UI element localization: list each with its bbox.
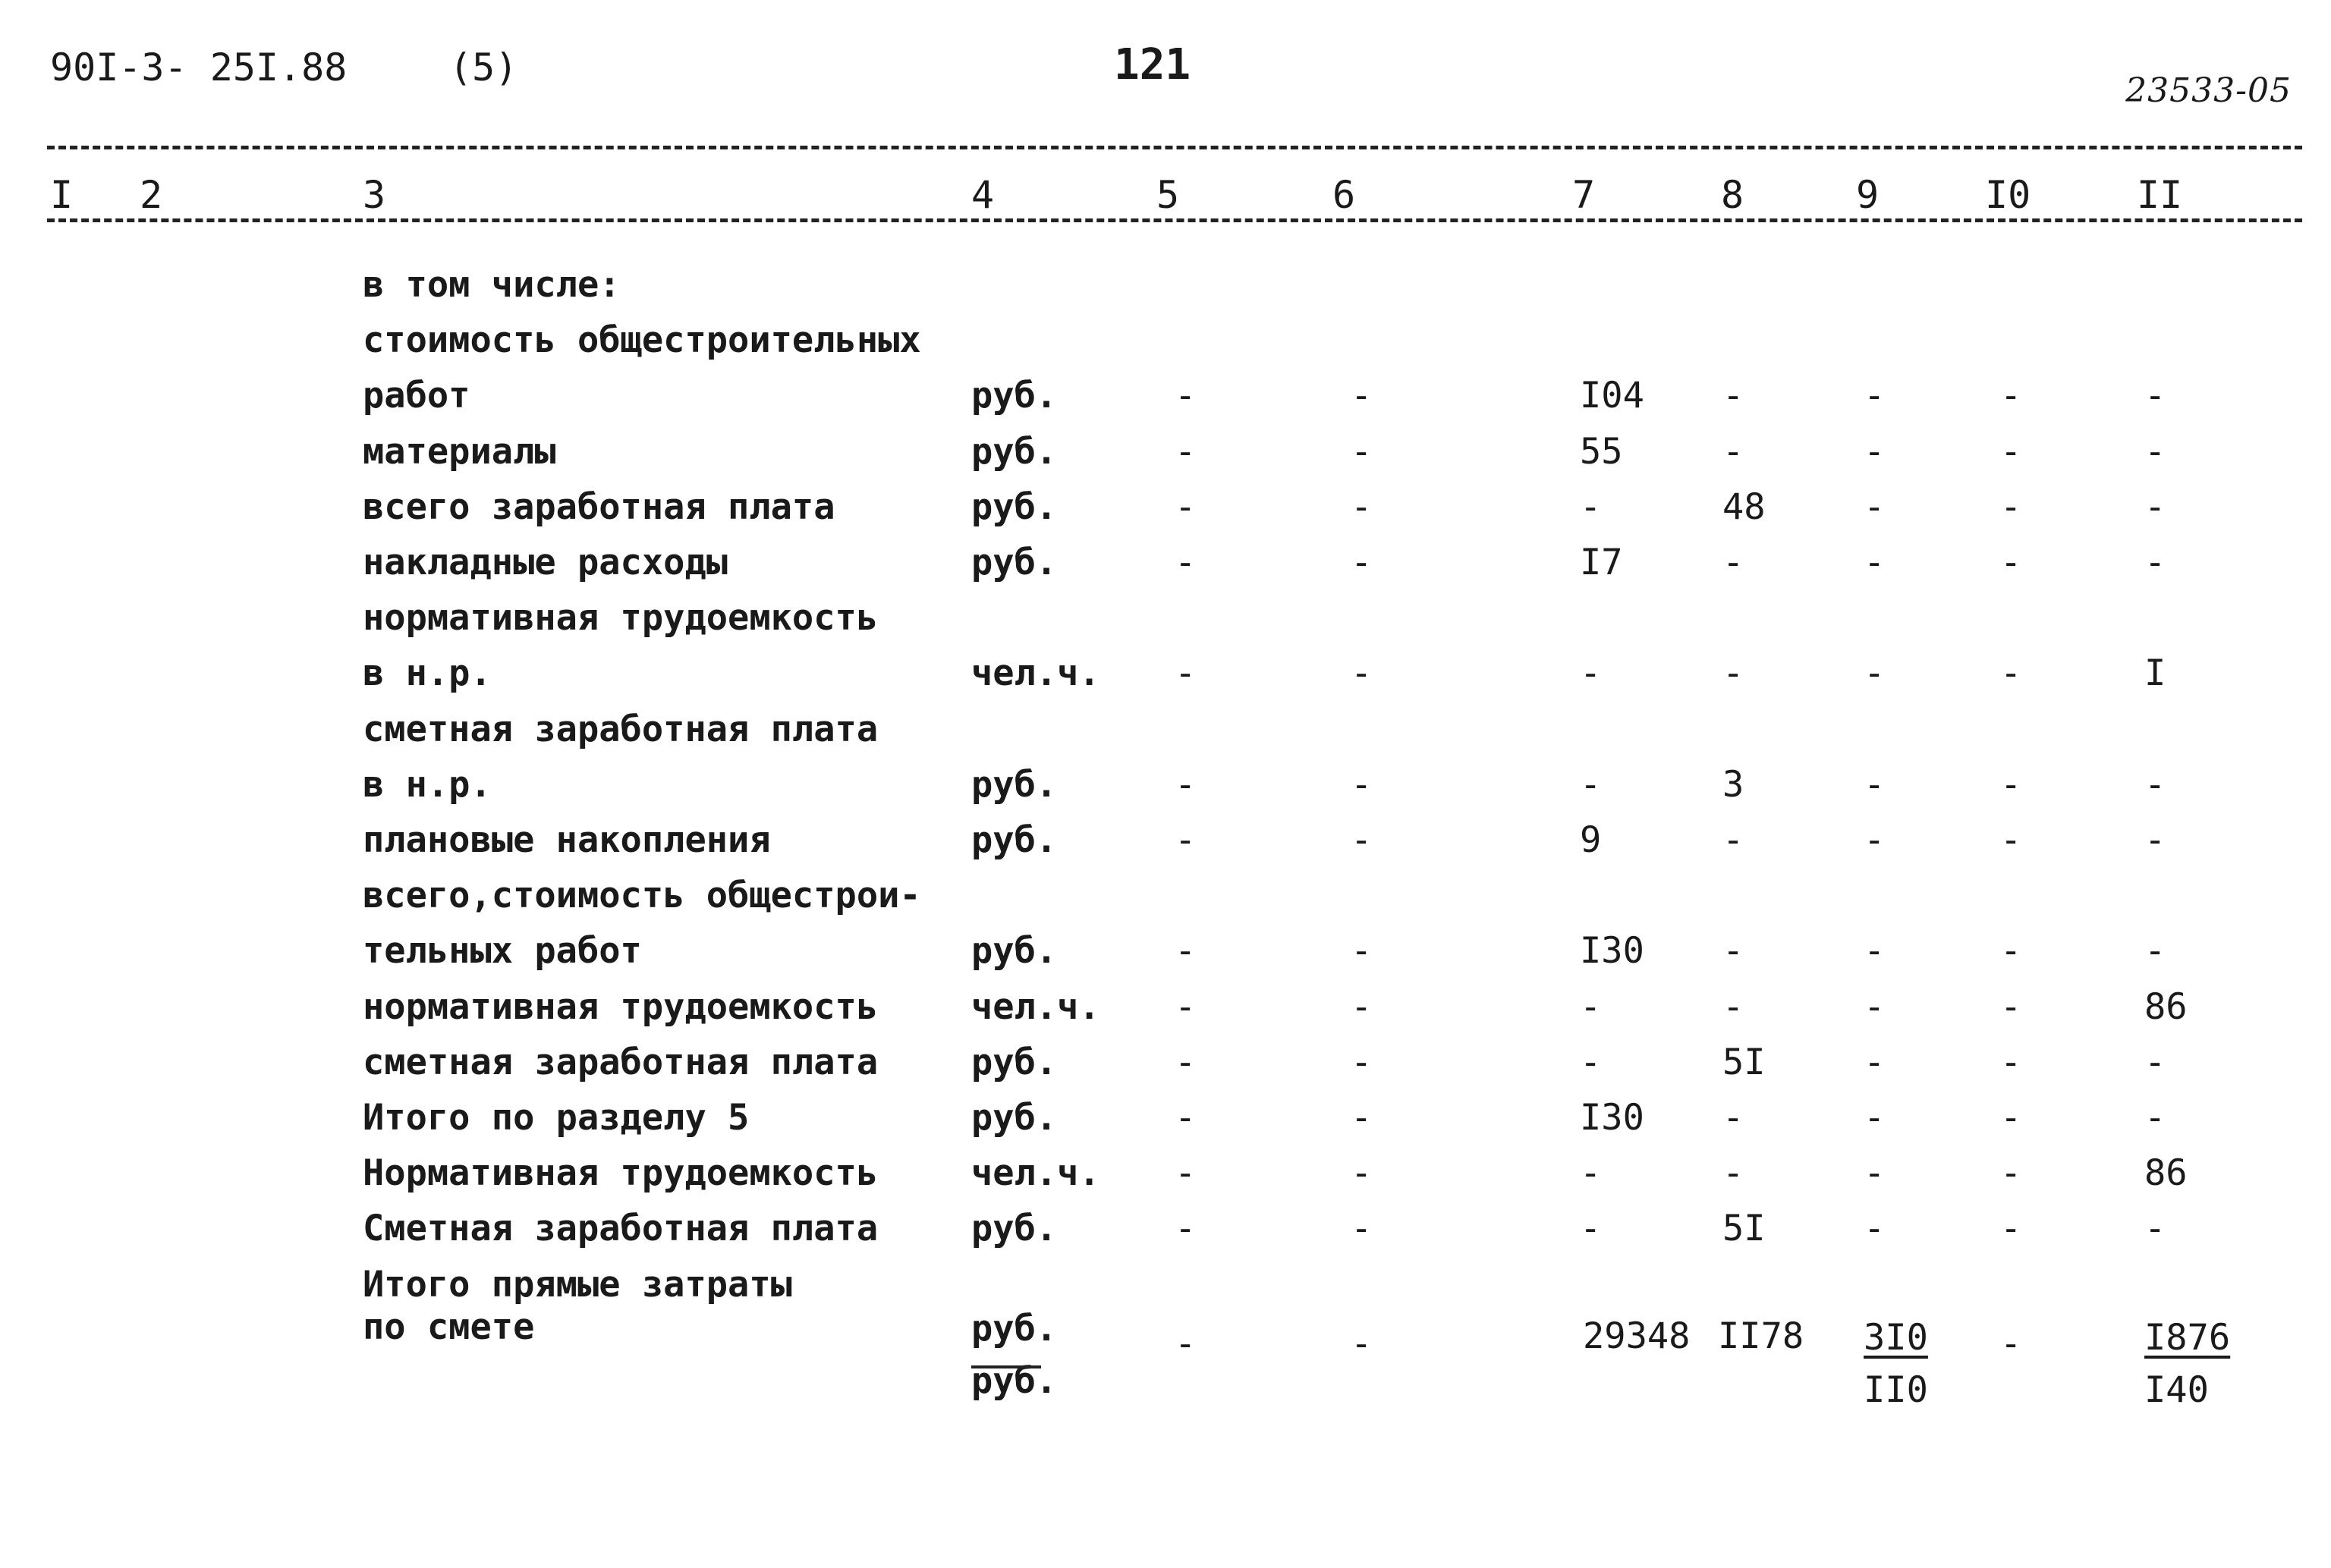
table-cell-unit: руб. bbox=[971, 819, 1058, 861]
table-cell-c5: - bbox=[1175, 542, 1197, 583]
table-cell-c9: - bbox=[1864, 375, 1886, 416]
table-cell-c9: - bbox=[1864, 986, 1886, 1028]
table-cell-c5: - bbox=[1175, 930, 1197, 972]
table-cell-unit: руб. bbox=[971, 486, 1058, 528]
table-cell-c5: - bbox=[1175, 764, 1197, 806]
table-row bbox=[0, 818, 2331, 863]
table-cell-unit: руб. bbox=[971, 431, 1058, 473]
table-cell-c11: - bbox=[2144, 375, 2166, 416]
table-cell-c8: 3 bbox=[1722, 764, 1744, 806]
table-cell-c9: - bbox=[1864, 486, 1886, 528]
final-row-col7: 29348 bbox=[1583, 1315, 1691, 1357]
table-cell-label: нормативная трудоемкость bbox=[363, 597, 879, 639]
column-number-6: 6 bbox=[1332, 173, 1356, 217]
table-cell-c9: - bbox=[1864, 764, 1886, 806]
final-row-col11-denominator: I40 bbox=[2144, 1369, 2209, 1411]
table-cell-label: Нормативная трудоемкость bbox=[363, 1152, 879, 1194]
table-cell-c6: - bbox=[1351, 1208, 1373, 1249]
table-cell-c6: - bbox=[1351, 1097, 1373, 1139]
page-number: 121 bbox=[1114, 40, 1191, 90]
table-cell-c5: - bbox=[1175, 986, 1197, 1028]
table-cell-label: всего заработная плата bbox=[363, 486, 835, 528]
table-row bbox=[0, 762, 2331, 808]
table-cell-c8: - bbox=[1722, 431, 1744, 473]
table-cell-unit: руб. bbox=[971, 1097, 1058, 1139]
table-cell-label: Итого по разделу 5 bbox=[363, 1097, 750, 1139]
column-number-9: 9 bbox=[1856, 173, 1880, 217]
table-cell-c10: - bbox=[2000, 986, 2022, 1028]
table-row bbox=[0, 429, 2331, 475]
table-cell-c8: 5I bbox=[1722, 1208, 1766, 1249]
column-number-8: 8 bbox=[1721, 173, 1744, 217]
table-cell-c11: - bbox=[2144, 930, 2166, 972]
table-cell-c11: - bbox=[2144, 542, 2166, 583]
column-number-10: I0 bbox=[1985, 173, 2031, 217]
table-cell-c5: - bbox=[1175, 819, 1197, 861]
final-row-unit bbox=[971, 1308, 1058, 1402]
table-cell-c11: 86 bbox=[2144, 1152, 2188, 1194]
table-cell-c5: - bbox=[1175, 375, 1197, 416]
table-cell-c7: - bbox=[1580, 652, 1602, 694]
table-cell-c7: I30 bbox=[1580, 930, 1644, 972]
table-cell-c10: - bbox=[2000, 1097, 2022, 1139]
table-cell-c7: I7 bbox=[1580, 542, 1623, 583]
final-row-unit-numerator: руб. bbox=[971, 1308, 1058, 1350]
table-cell-c9: - bbox=[1864, 431, 1886, 473]
table-cell-label: накладные расходы bbox=[363, 542, 728, 583]
table-cell-c5: - bbox=[1175, 486, 1197, 528]
column-number-4: 4 bbox=[971, 173, 995, 217]
table-cell-c8: - bbox=[1722, 652, 1744, 694]
table-cell-label: всего,стоимость общестрои- bbox=[363, 875, 921, 916]
table-row bbox=[0, 595, 2331, 641]
table-row bbox=[0, 373, 2331, 419]
table-cell-c8: 5I bbox=[1722, 1042, 1766, 1083]
table-row bbox=[0, 262, 2331, 308]
final-row-col11-fraction bbox=[2144, 1317, 2231, 1411]
table-cell-c10: - bbox=[2000, 375, 2022, 416]
table-cell-c8: - bbox=[1722, 375, 1744, 416]
table-cell-c11: - bbox=[2144, 1042, 2166, 1083]
table-cell-label: в н.р. bbox=[363, 652, 492, 694]
table-cell-c9: - bbox=[1864, 930, 1886, 972]
column-number-3: 3 bbox=[363, 173, 386, 217]
final-row-col10: - bbox=[2000, 1323, 2022, 1365]
table-cell-c10: - bbox=[2000, 542, 2022, 583]
table-cell-c11: - bbox=[2144, 764, 2166, 806]
table-cell-c9: - bbox=[1864, 819, 1886, 861]
table-cell-c10: - bbox=[2000, 652, 2022, 694]
column-number-5: 5 bbox=[1156, 173, 1180, 217]
table-cell-unit: руб. bbox=[971, 764, 1058, 806]
table-row bbox=[0, 707, 2331, 753]
table-row bbox=[0, 651, 2331, 696]
final-row-col8: II78 bbox=[1718, 1315, 1804, 1357]
table-cell-c6: - bbox=[1351, 431, 1373, 473]
table-cell-c8: - bbox=[1722, 986, 1744, 1028]
table-cell-c10: - bbox=[2000, 431, 2022, 473]
table-cell-c9: - bbox=[1864, 1152, 1886, 1194]
table-row bbox=[0, 1151, 2331, 1196]
table-cell-c8: - bbox=[1722, 930, 1744, 972]
table-cell-label: Итого прямые затраты bbox=[363, 1264, 792, 1306]
top-dashed-rule bbox=[47, 146, 2302, 149]
table-cell-c6: - bbox=[1351, 375, 1373, 416]
column-number-11: II bbox=[2137, 173, 2183, 217]
table-row bbox=[0, 1095, 2331, 1141]
table-cell-unit: руб. bbox=[971, 930, 1058, 972]
table-cell-c9: - bbox=[1864, 542, 1886, 583]
table-cell-c7: - bbox=[1580, 486, 1602, 528]
table-cell-c5: - bbox=[1175, 1152, 1197, 1194]
final-row-col6: - bbox=[1351, 1323, 1373, 1365]
table-cell-label: Сметная заработная плата bbox=[363, 1208, 879, 1249]
table-cell-unit: руб. bbox=[971, 1042, 1058, 1083]
table-cell-unit: руб. bbox=[971, 542, 1058, 583]
table-cell-c10: - bbox=[2000, 930, 2022, 972]
column-header-dashed-rule bbox=[47, 218, 2302, 222]
table-row bbox=[0, 318, 2331, 363]
table-cell-c10: - bbox=[2000, 819, 2022, 861]
table-cell-c6: - bbox=[1351, 542, 1373, 583]
table-cell-c7: 9 bbox=[1580, 819, 1602, 861]
final-row-col11-numerator: I876 bbox=[2144, 1317, 2231, 1359]
table-cell-label: работ bbox=[363, 375, 470, 416]
final-row-unit-denominator: руб. bbox=[971, 1360, 1058, 1402]
column-number-7: 7 bbox=[1572, 173, 1596, 217]
table-cell-c5: - bbox=[1175, 1042, 1197, 1083]
document-code: 90I-3- 25I.88 bbox=[50, 46, 348, 90]
table-row bbox=[0, 485, 2331, 530]
table-cell-c7: I04 bbox=[1580, 375, 1644, 416]
table-cell-c11: - bbox=[2144, 431, 2166, 473]
table-cell-c11: - bbox=[2144, 1208, 2166, 1249]
table-cell-c8: - bbox=[1722, 819, 1744, 861]
table-cell-unit: чел.ч. bbox=[971, 652, 1100, 694]
table-row bbox=[0, 1040, 2331, 1086]
table-cell-c10: - bbox=[2000, 1208, 2022, 1249]
table-cell-c10: - bbox=[2000, 486, 2022, 528]
table-cell-c11: - bbox=[2144, 819, 2166, 861]
table-cell-c10: - bbox=[2000, 764, 2022, 806]
column-number-1: I bbox=[50, 173, 74, 217]
table-cell-c6: - bbox=[1351, 1042, 1373, 1083]
table-cell-c6: - bbox=[1351, 652, 1373, 694]
table-cell-label: материалы bbox=[363, 431, 556, 473]
table-cell-c7: - bbox=[1580, 1152, 1602, 1194]
table-cell-unit: чел.ч. bbox=[971, 1152, 1100, 1194]
table-cell-c7: - bbox=[1580, 986, 1602, 1028]
table-cell-c11: - bbox=[2144, 486, 2166, 528]
table-cell-c11: I bbox=[2144, 652, 2166, 694]
table-cell-c8: 48 bbox=[1722, 486, 1766, 528]
table-cell-c7: - bbox=[1580, 1042, 1602, 1083]
final-row-col5: - bbox=[1175, 1323, 1197, 1365]
table-cell-c6: - bbox=[1351, 930, 1373, 972]
table-cell-c5: - bbox=[1175, 652, 1197, 694]
table-cell-c5: - bbox=[1175, 1208, 1197, 1249]
table-cell-label: плановые накопления bbox=[363, 819, 771, 861]
table-cell-c7: - bbox=[1580, 1208, 1602, 1249]
table-cell-c8: - bbox=[1722, 1152, 1744, 1194]
table-cell-c6: - bbox=[1351, 819, 1373, 861]
table-cell-label: в том числе: bbox=[363, 264, 621, 306]
table-cell-c7: - bbox=[1580, 764, 1602, 806]
table-cell-c8: - bbox=[1722, 1097, 1744, 1139]
final-row-label: по смете bbox=[363, 1306, 535, 1348]
table-cell-c6: - bbox=[1351, 986, 1373, 1028]
table-cell-c6: - bbox=[1351, 1152, 1373, 1194]
table-row bbox=[0, 873, 2331, 919]
table-cell-c5: - bbox=[1175, 431, 1197, 473]
table-row bbox=[0, 540, 2331, 586]
final-row-col9-numerator: 3I0 bbox=[1864, 1317, 1928, 1359]
final-row-col9-denominator: II0 bbox=[1864, 1369, 1928, 1411]
table-cell-c9: - bbox=[1864, 652, 1886, 694]
table-cell-label: нормативная трудоемкость bbox=[363, 986, 879, 1028]
table-cell-unit: руб. bbox=[971, 375, 1058, 416]
table-cell-label: стоимость общестроительных bbox=[363, 319, 921, 361]
table-row bbox=[0, 985, 2331, 1030]
table-cell-c7: 55 bbox=[1580, 431, 1623, 473]
handwritten-stamp: 23533-05 bbox=[2125, 71, 2292, 110]
table-cell-label: в н.р. bbox=[363, 764, 492, 806]
table-cell-c8: - bbox=[1722, 542, 1744, 583]
table-cell-c9: - bbox=[1864, 1097, 1886, 1139]
section-number: (5) bbox=[449, 46, 518, 90]
table-cell-c9: - bbox=[1864, 1042, 1886, 1083]
table-cell-c11: - bbox=[2144, 1097, 2166, 1139]
table-cell-c6: - bbox=[1351, 764, 1373, 806]
table-cell-label: сметная заработная плата bbox=[363, 709, 879, 750]
fraction-bar bbox=[971, 1365, 1041, 1368]
table-cell-c10: - bbox=[2000, 1042, 2022, 1083]
table-cell-c5: - bbox=[1175, 1097, 1197, 1139]
column-number-2: 2 bbox=[140, 173, 163, 217]
table-cell-label: тельных работ bbox=[363, 930, 642, 972]
table-cell-c7: I30 bbox=[1580, 1097, 1644, 1139]
table-row bbox=[0, 929, 2331, 974]
table-cell-c11: 86 bbox=[2144, 986, 2188, 1028]
table-cell-c6: - bbox=[1351, 486, 1373, 528]
table-cell-c9: - bbox=[1864, 1208, 1886, 1249]
table-cell-label: сметная заработная плата bbox=[363, 1042, 879, 1083]
table-row bbox=[0, 1262, 2331, 1308]
table-cell-c10: - bbox=[2000, 1152, 2022, 1194]
table-cell-unit: руб. bbox=[971, 1208, 1058, 1249]
final-row-col9-fraction bbox=[1864, 1317, 1928, 1411]
table-cell-unit: чел.ч. bbox=[971, 986, 1100, 1028]
table-row bbox=[0, 1206, 2331, 1252]
